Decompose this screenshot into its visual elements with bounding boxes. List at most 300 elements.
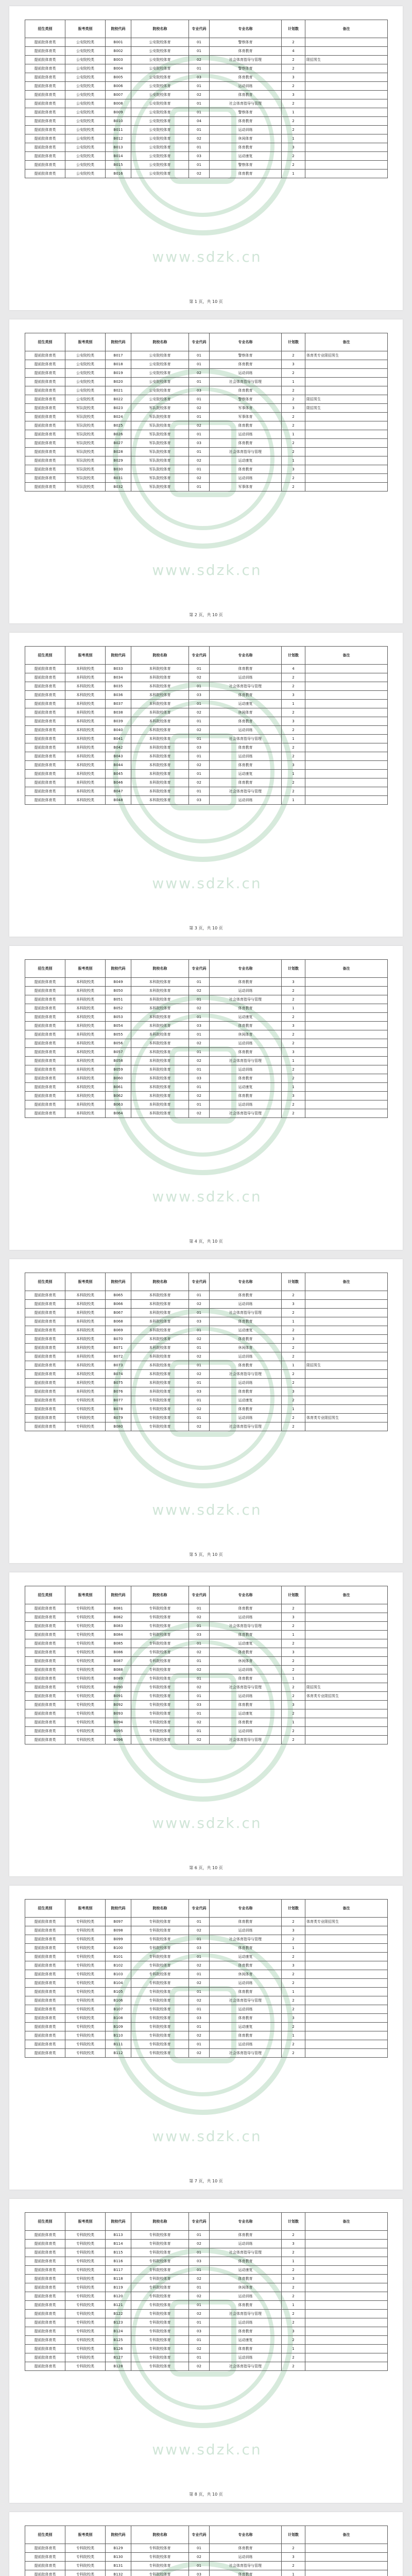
table-cell: 专科院校体育: [131, 2275, 189, 2283]
table-cell: B049: [106, 978, 131, 987]
table-cell: 1: [282, 2257, 305, 2266]
table-cell: 2: [282, 2266, 305, 2275]
table-cell: 02: [189, 170, 210, 178]
table-cell: 3: [282, 1300, 305, 1309]
column-header: 专业代码: [189, 2213, 210, 2231]
table-cell: 军队院校体育: [131, 483, 189, 492]
table-cell: [305, 2040, 388, 2049]
table-cell: 02: [189, 2031, 210, 2040]
table-row: [25, 170, 388, 178]
table-cell: [305, 2231, 388, 2240]
table-cell: 体育教育: [210, 2257, 282, 2266]
table-row: [25, 1300, 388, 1309]
table-cell: 3: [282, 1022, 305, 1030]
table-cell: 专科院校类: [65, 2266, 106, 2275]
table-cell: [305, 99, 388, 108]
table-cell: 提前批体育类: [25, 483, 65, 492]
table-cell: 社会体育指导与管理: [210, 1109, 282, 1118]
table-cell: 4: [282, 665, 305, 673]
table-cell: 3: [282, 465, 305, 474]
table-cell: 02: [189, 1666, 210, 1674]
table-cell: 运动训练: [210, 126, 282, 134]
table-cell: [305, 465, 388, 474]
table-cell: [305, 778, 388, 787]
table-cell: [305, 117, 388, 126]
table-cell: 提前批体育类: [25, 2049, 65, 2058]
table-cell: 提前批体育类: [25, 778, 65, 787]
table-cell: 2: [282, 673, 305, 682]
table-cell: 军队院校类: [65, 483, 106, 492]
table-cell: 专科院校类: [65, 1683, 106, 1692]
table-cell: B006: [106, 82, 131, 91]
table-row: [25, 2031, 388, 2040]
table-cell: 提前批体育类: [25, 1422, 65, 1431]
table-cell: [305, 770, 388, 778]
table-cell: 公安院校类: [65, 378, 106, 386]
table-cell: 体育教育: [210, 1405, 282, 1414]
table-row: [25, 2345, 388, 2353]
table-cell: 体育类专业限招男生: [305, 1918, 388, 1926]
table-cell: 专科院校类: [65, 1666, 106, 1674]
table-row: [25, 2353, 388, 2362]
table-cell: 02: [189, 1092, 210, 1100]
table-row: [25, 1030, 388, 1039]
document-page: [9, 319, 403, 623]
table-cell: [305, 2240, 388, 2248]
table-row: [25, 1405, 388, 1414]
table-cell: 02: [189, 1961, 210, 1970]
table-cell: 本科院校体育: [131, 1344, 189, 1352]
table-cell: 2: [282, 2562, 305, 2570]
table-cell: 本科院校类: [65, 735, 106, 743]
table-cell: 专科院校类: [65, 1935, 106, 1944]
table-cell: 体育教育: [210, 47, 282, 56]
table-cell: 公安院校体育: [131, 369, 189, 378]
table-cell: 公安院校类: [65, 170, 106, 178]
table-cell: 02: [189, 673, 210, 682]
table-cell: 专科院校体育: [131, 2031, 189, 2040]
table-cell: [305, 64, 388, 73]
table-cell: 提前批体育类: [25, 682, 65, 691]
table-row: [25, 1918, 388, 1926]
table-cell: 公安院校类: [65, 126, 106, 134]
table-row: [25, 1004, 388, 1013]
table-cell: 提前批体育类: [25, 1092, 65, 1100]
column-header: 专业名称: [210, 2526, 282, 2544]
table-cell: 02: [189, 1683, 210, 1692]
table-cell: 体育教育: [210, 1648, 282, 1657]
table-cell: [305, 430, 388, 439]
table-cell: 02: [189, 726, 210, 735]
table-cell: B070: [106, 1335, 131, 1344]
table-row: [25, 2327, 388, 2336]
table-cell: 01: [189, 2005, 210, 2014]
table-cell: [305, 1291, 388, 1300]
table-cell: 运动训练: [210, 796, 282, 805]
table-header-row: [25, 647, 388, 665]
table-cell: 公安院校体育: [131, 161, 189, 170]
table-cell: 1: [282, 1631, 305, 1639]
table-cell: 01: [189, 1674, 210, 1683]
document-page: [9, 946, 403, 1250]
table-cell: 02: [189, 1039, 210, 1048]
table-cell: 本科院校类: [65, 665, 106, 673]
table-cell: 提前批体育类: [25, 126, 65, 134]
table-cell: [305, 386, 388, 395]
column-header: 院校名称: [131, 20, 189, 38]
table-row: [25, 743, 388, 752]
table-cell: 01: [189, 413, 210, 421]
table-cell: 本科院校体育: [131, 708, 189, 717]
table-row: [25, 761, 388, 770]
table-cell: 提前批体育类: [25, 1613, 65, 1622]
table-cell: 02: [189, 2362, 210, 2371]
table-cell: 运动训练: [210, 1727, 282, 1736]
table-cell: 提前批体育类: [25, 2301, 65, 2310]
table-cell: 1: [282, 1405, 305, 1414]
table-row: [25, 2570, 388, 2576]
page-number-footer: 第 3 页，共 10 页: [189, 926, 223, 930]
table-row: [25, 126, 388, 134]
column-header: 备注: [305, 20, 388, 38]
table-row: [25, 1396, 388, 1405]
table-cell: 02: [189, 761, 210, 770]
table-cell: B053: [106, 1013, 131, 1022]
table-cell: B119: [106, 2283, 131, 2292]
table-row: [25, 2231, 388, 2240]
table-cell: 公安院校体育: [131, 395, 189, 404]
table-cell: 本科院校类: [65, 1004, 106, 1013]
table-cell: 本科院校类: [65, 1379, 106, 1387]
table-cell: B016: [106, 170, 131, 178]
table-cell: 01: [189, 1030, 210, 1039]
table-cell: [305, 1300, 388, 1309]
table-cell: 专科院校类: [65, 2292, 106, 2301]
table-cell: 运动训练: [210, 1926, 282, 1935]
table-cell: [305, 2275, 388, 2283]
table-cell: 体育教育: [210, 978, 282, 987]
table-row: [25, 1604, 388, 1613]
table-cell: B003: [106, 56, 131, 64]
table-cell: 专科院校体育: [131, 2553, 189, 2562]
table-cell: 体育教育: [210, 421, 282, 430]
table-cell: 军队院校类: [65, 439, 106, 448]
table-cell: B013: [106, 143, 131, 152]
column-header: 计划数: [282, 960, 305, 978]
table-row: [25, 1379, 388, 1387]
table-cell: 2: [282, 1396, 305, 1405]
table-row: [25, 161, 388, 170]
table-cell: 运动康复: [210, 2023, 282, 2031]
table-cell: [305, 1074, 388, 1083]
column-header: 报考类别: [65, 1586, 106, 1604]
table-cell: 本科院校类: [65, 978, 106, 987]
table-cell: B083: [106, 1622, 131, 1631]
table-cell: 提前批体育类: [25, 1666, 65, 1674]
table-header-row: [25, 1586, 388, 1604]
table-cell: B042: [106, 743, 131, 752]
table-cell: 01: [189, 2248, 210, 2257]
table-cell: 体育教育: [210, 665, 282, 673]
table-cell: 本科院校类: [65, 1335, 106, 1344]
table-cell: 2: [282, 2292, 305, 2301]
table-cell: 运动训练: [210, 673, 282, 682]
column-header: 招生类别: [25, 20, 65, 38]
table-cell: [305, 1718, 388, 1727]
table-cell: 02: [189, 778, 210, 787]
table-cell: 公安院校类: [65, 369, 106, 378]
column-header: 报考类别: [65, 2213, 106, 2231]
table-cell: 本科院校体育: [131, 1100, 189, 1109]
table-cell: [305, 1057, 388, 1065]
table-cell: 2: [282, 369, 305, 378]
table-cell: 提前批体育类: [25, 1926, 65, 1935]
table-cell: 体育类专业限招男生: [305, 351, 388, 360]
table-cell: 专科院校类: [65, 1970, 106, 1979]
table-cell: 运动训练: [210, 430, 282, 439]
table-cell: 提前批体育类: [25, 1414, 65, 1422]
table-cell: 专科院校类: [65, 2570, 106, 2576]
table-cell: 公安院校类: [65, 143, 106, 152]
table-cell: 01: [189, 665, 210, 673]
table-cell: 提前批体育类: [25, 2553, 65, 2562]
table-cell: 提前批体育类: [25, 1979, 65, 1988]
table-cell: 本科院校体育: [131, 1048, 189, 1057]
table-cell: 2: [282, 1309, 305, 1317]
table-cell: 03: [189, 1317, 210, 1326]
table-row: [25, 1961, 388, 1970]
table-cell: 专科院校类: [65, 1639, 106, 1648]
table-cell: 专科院校类: [65, 2257, 106, 2266]
table-cell: B023: [106, 404, 131, 413]
table-cell: 2: [282, 82, 305, 91]
table-cell: 休闲体育: [210, 2283, 282, 2292]
table-cell: [305, 2310, 388, 2318]
table-cell: 本科院校体育: [131, 1057, 189, 1065]
document-page: [9, 633, 403, 937]
table-row: [25, 987, 388, 995]
table-row: [25, 1309, 388, 1317]
table-cell: 提前批体育类: [25, 413, 65, 421]
table-cell: 2: [282, 1039, 305, 1048]
table-cell: 提前批体育类: [25, 161, 65, 170]
table-row: [25, 2275, 388, 2283]
table-cell: 02: [189, 1422, 210, 1431]
table-cell: [305, 796, 388, 805]
table-cell: 2: [282, 2040, 305, 2049]
table-cell: 01: [189, 448, 210, 456]
table-cell: 提前批体育类: [25, 978, 65, 987]
table-cell: 本科院校类: [65, 987, 106, 995]
table-cell: 体育教育: [210, 1092, 282, 1100]
table-cell: 专科院校类: [65, 2014, 106, 2023]
table-cell: 提前批体育类: [25, 1074, 65, 1083]
table-row: [25, 752, 388, 761]
table-cell: 提前批体育类: [25, 743, 65, 752]
table-cell: 警察体育: [210, 64, 282, 73]
table-cell: 01: [189, 2336, 210, 2345]
table-cell: 本科院校体育: [131, 1317, 189, 1326]
table-cell: [305, 2301, 388, 2310]
table-row: [25, 1083, 388, 1092]
table-cell: B093: [106, 1709, 131, 1718]
table-cell: 体育教育: [210, 1291, 282, 1300]
table-cell: 01: [189, 2023, 210, 2031]
table-cell: [305, 752, 388, 761]
table-cell: 本科院校体育: [131, 1370, 189, 1379]
table-cell: [305, 126, 388, 134]
table-cell: 01: [189, 2283, 210, 2292]
table-cell: 1: [282, 1317, 305, 1326]
table-cell: 提前批体育类: [25, 99, 65, 108]
table-cell: 社会体育指导与管理: [210, 1736, 282, 1744]
table-cell: 专科院校类: [65, 1736, 106, 1744]
table-cell: 提前批体育类: [25, 1387, 65, 1396]
table-cell: 提前批体育类: [25, 369, 65, 378]
column-header: 专业名称: [210, 647, 282, 665]
table-cell: 提前批体育类: [25, 56, 65, 64]
table-row: [25, 2257, 388, 2266]
table-cell: 2: [282, 421, 305, 430]
table-cell: 提前批体育类: [25, 1405, 65, 1414]
table-cell: 提前批体育类: [25, 735, 65, 743]
table-cell: 01: [189, 978, 210, 987]
table-cell: 02: [189, 474, 210, 483]
column-header: 专业名称: [210, 960, 282, 978]
table-cell: B018: [106, 360, 131, 369]
table-cell: 2: [282, 1727, 305, 1736]
table-cell: 2: [282, 2544, 305, 2553]
table-cell: 运动康复: [210, 1083, 282, 1092]
table-cell: 限招男生: [305, 404, 388, 413]
table-cell: 体育教育: [210, 2231, 282, 2240]
table-cell: 本科院校体育: [131, 1326, 189, 1335]
table-cell: [305, 1039, 388, 1048]
table-cell: 1: [282, 770, 305, 778]
table-cell: 提前批体育类: [25, 1013, 65, 1022]
table-cell: B076: [106, 1387, 131, 1396]
column-header: 计划数: [282, 1586, 305, 1604]
table-cell: 2: [282, 1370, 305, 1379]
table-cell: B104: [106, 1979, 131, 1988]
table-cell: 专科院校类: [65, 1613, 106, 1622]
table-row: [25, 456, 388, 465]
table-cell: 1: [282, 2345, 305, 2353]
table-cell: 本科院校体育: [131, 743, 189, 752]
table-row: [25, 1100, 388, 1109]
table-cell: 提前批体育类: [25, 1970, 65, 1979]
table-cell: B001: [106, 38, 131, 47]
table-cell: [305, 448, 388, 456]
table-cell: [305, 1648, 388, 1657]
table-cell: 体育教育: [210, 1944, 282, 1953]
table-cell: [305, 1335, 388, 1344]
table-cell: B007: [106, 91, 131, 99]
table-cell: 运动训练: [210, 1692, 282, 1701]
table-cell: [305, 978, 388, 987]
column-header: 院校代码: [106, 1273, 131, 1291]
table-cell: 01: [189, 752, 210, 761]
table-row: [25, 1970, 388, 1979]
table-cell: 公安院校类: [65, 56, 106, 64]
table-cell: [305, 456, 388, 465]
table-row: [25, 56, 388, 64]
table-row: [25, 99, 388, 108]
table-cell: 提前批体育类: [25, 1109, 65, 1118]
column-header: 备注: [305, 1273, 388, 1291]
table-cell: B021: [106, 386, 131, 395]
table-cell: 专科院校体育: [131, 2231, 189, 2240]
table-cell: 本科院校体育: [131, 682, 189, 691]
table-cell: 体育教育: [210, 386, 282, 395]
table-cell: [305, 1622, 388, 1631]
table-row: [25, 421, 388, 430]
column-header: 招生类别: [25, 2213, 65, 2231]
table-cell: [305, 1631, 388, 1639]
table-cell: [305, 761, 388, 770]
table-row: [25, 483, 388, 492]
table-cell: 03: [189, 743, 210, 752]
table-header-row: [25, 1900, 388, 1918]
table-row: [25, 1718, 388, 1727]
table-cell: B038: [106, 708, 131, 717]
table-cell: 本科院校类: [65, 787, 106, 796]
table-cell: 运动训练: [210, 726, 282, 735]
table-cell: B050: [106, 987, 131, 995]
column-header: 院校代码: [106, 1900, 131, 1918]
table-cell: 社会体育指导与管理: [210, 99, 282, 108]
table-cell: 公安院校体育: [131, 117, 189, 126]
table-cell: 专科院校体育: [131, 2336, 189, 2345]
table-cell: 1: [282, 735, 305, 743]
table-cell: 03: [189, 1074, 210, 1083]
table-cell: 本科院校类: [65, 1291, 106, 1300]
table-cell: 本科院校体育: [131, 1335, 189, 1344]
table-cell: 本科院校类: [65, 796, 106, 805]
table-cell: 01: [189, 161, 210, 170]
table-cell: B041: [106, 735, 131, 743]
table-cell: 运动训练: [210, 2292, 282, 2301]
table-cell: 提前批体育类: [25, 1083, 65, 1092]
table-cell: B085: [106, 1639, 131, 1648]
column-header: 备注: [305, 1586, 388, 1604]
table-cell: B080: [106, 1422, 131, 1431]
table-cell: 提前批体育类: [25, 1622, 65, 1631]
table-cell: 提前批体育类: [25, 770, 65, 778]
table-cell: B002: [106, 47, 131, 56]
table-row: [25, 1709, 388, 1718]
table-cell: 专科院校体育: [131, 2023, 189, 2031]
table-cell: 专科院校体育: [131, 1674, 189, 1683]
table-row: [25, 1622, 388, 1631]
table-cell: 专科院校类: [65, 1622, 106, 1631]
table-cell: 运动训练: [210, 1379, 282, 1387]
table-cell: 提前批体育类: [25, 2031, 65, 2040]
table-cell: 军队院校类: [65, 448, 106, 456]
table-cell: [305, 413, 388, 421]
table-row: [25, 395, 388, 404]
table-cell: 提前批体育类: [25, 2231, 65, 2240]
table-cell: 体育教育: [210, 743, 282, 752]
table-cell: 03: [189, 2014, 210, 2023]
table-row: [25, 700, 388, 708]
table-cell: B044: [106, 761, 131, 770]
table-cell: 2: [282, 1379, 305, 1387]
table-cell: 公安院校类: [65, 152, 106, 161]
table-row: [25, 1944, 388, 1953]
table-cell: 专科院校类: [65, 2275, 106, 2283]
table-row: [25, 995, 388, 1004]
